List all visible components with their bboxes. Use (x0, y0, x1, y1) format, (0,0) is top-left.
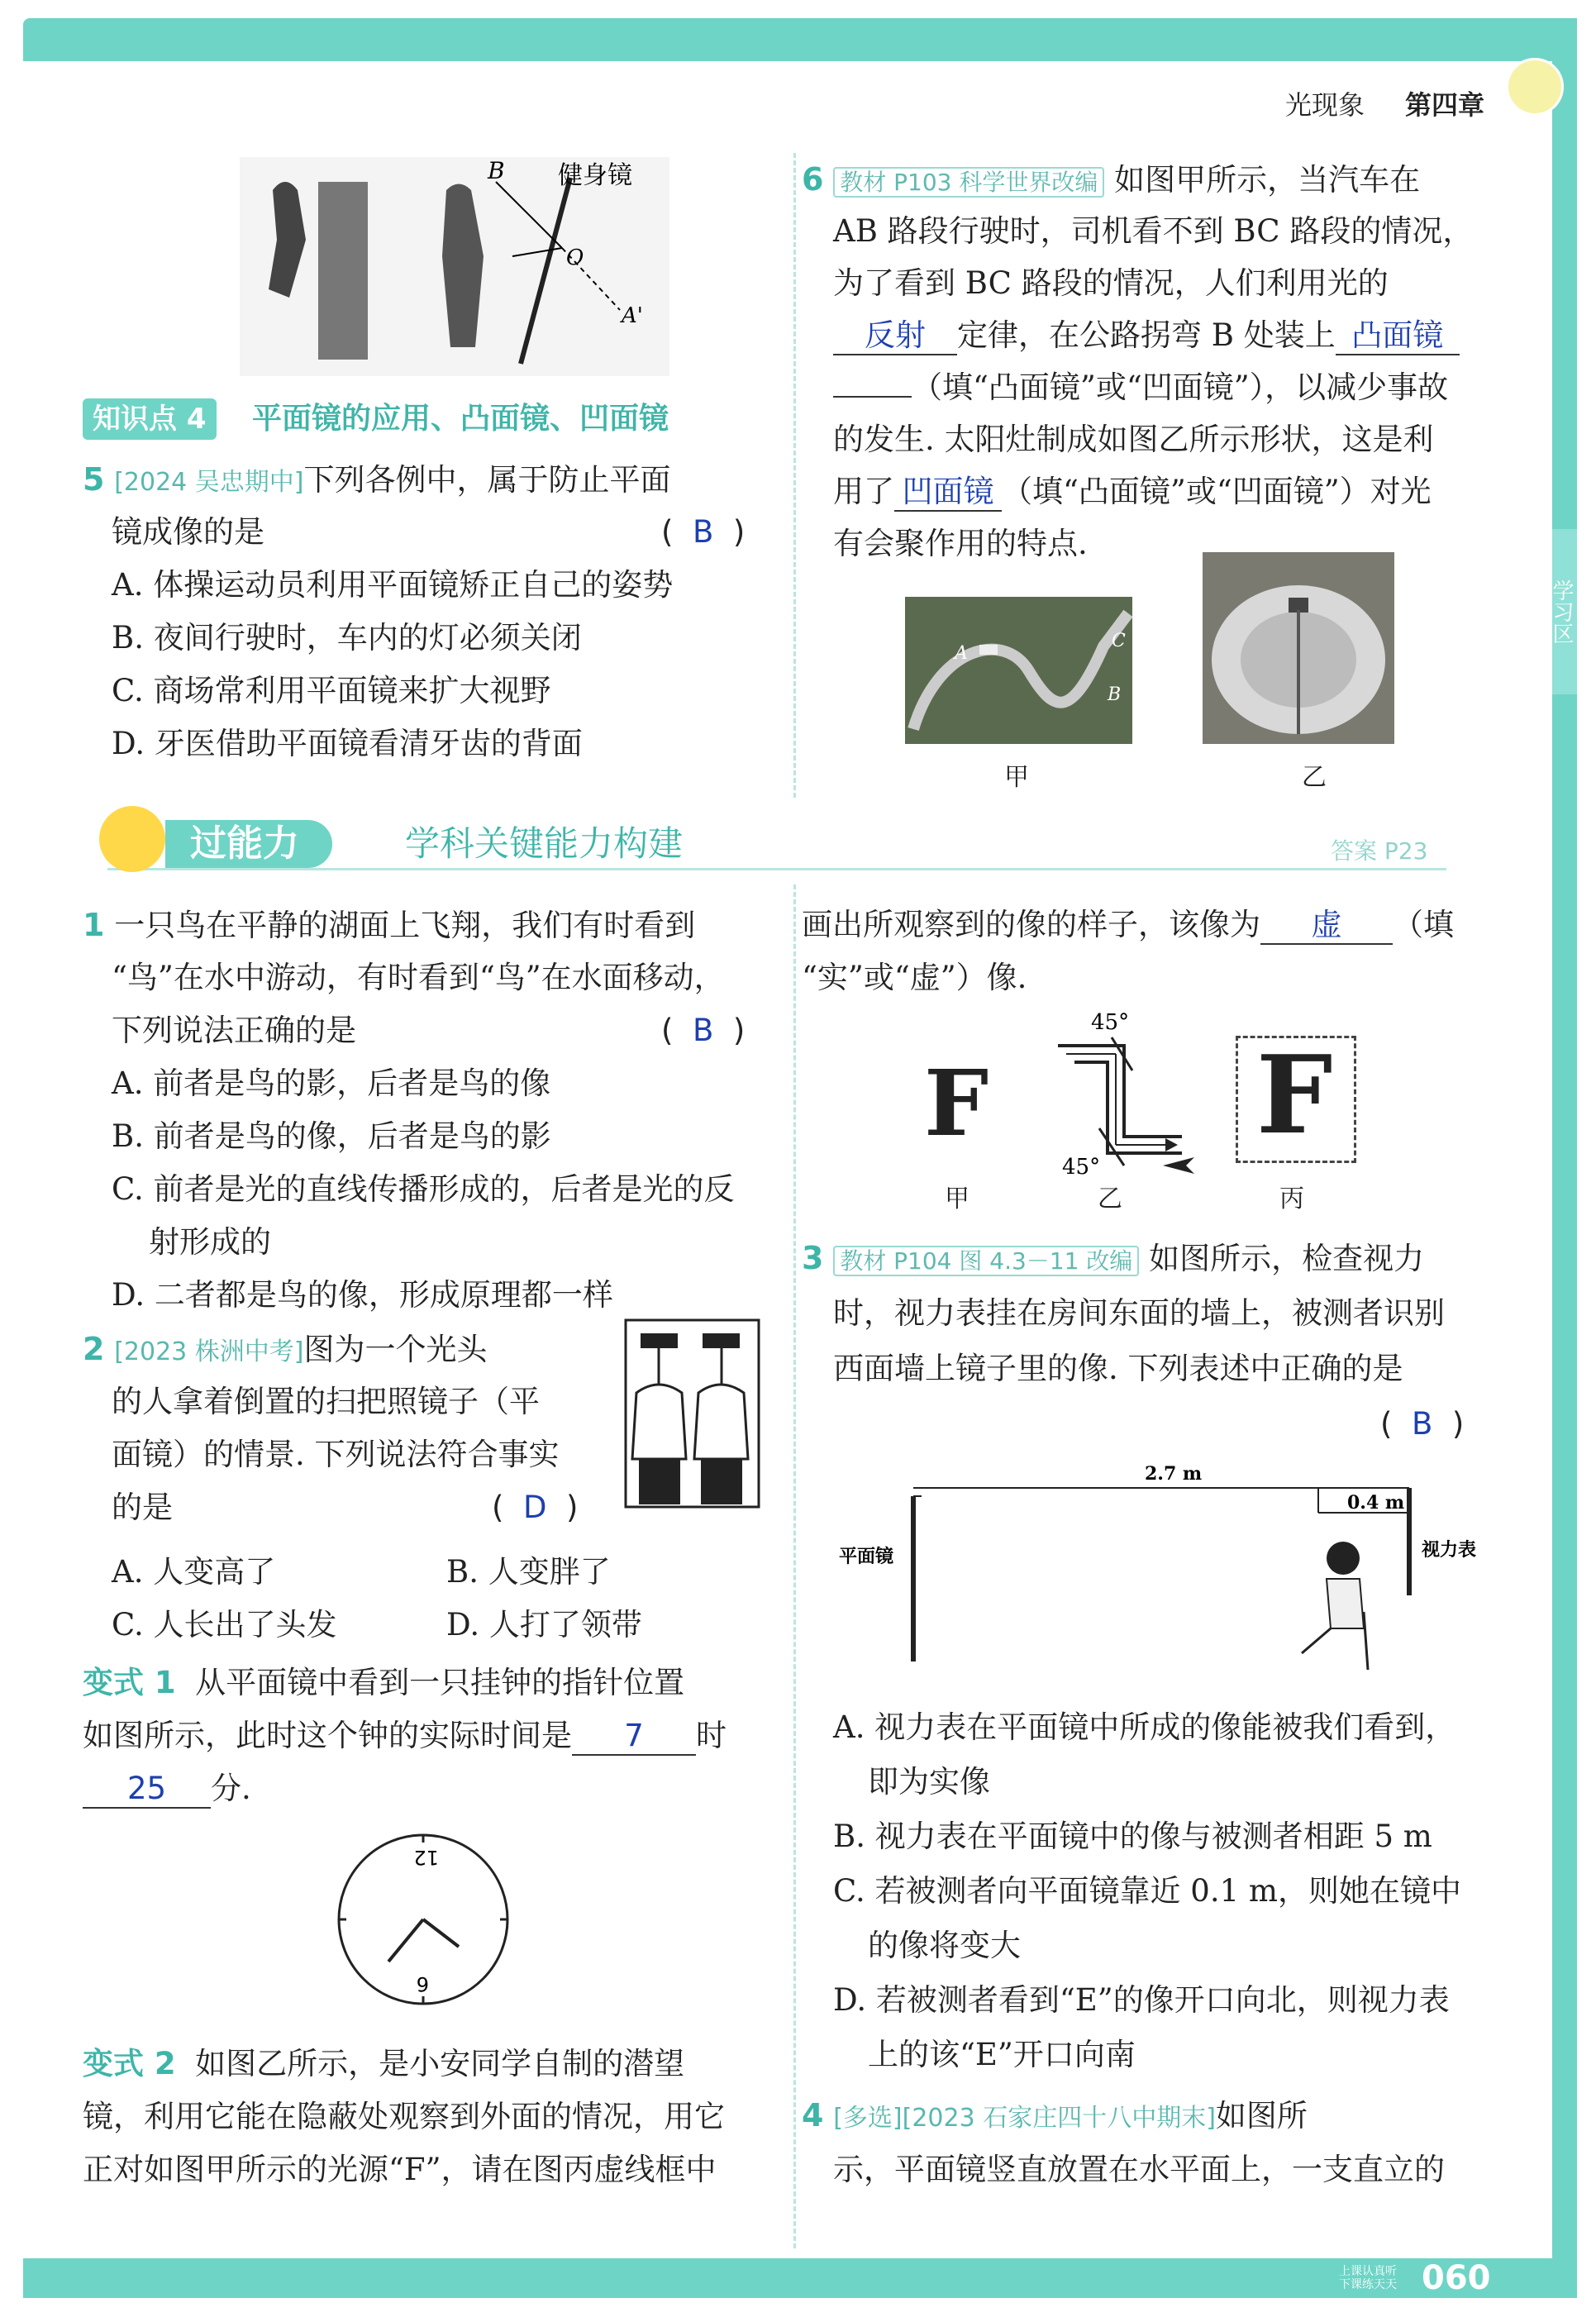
p1-option-c: C. 前者是光的直线传播形成的，后者是光的反 (112, 1171, 735, 1207)
v1-line2: 如图所示，此时这个钟的实际时间是 7 时 (83, 1709, 727, 1762)
eye-test-figure (831, 1463, 1492, 1695)
p1-option-d: D. 二者都是鸟的像，形成原理都一样 (112, 1277, 613, 1313)
p2-line4: 的是 (112, 1490, 173, 1525)
p3-line1: 3 教材 P104 图 4.3－11 改编 如图所示，检查视力 (802, 1240, 1425, 1276)
p3-option-a: A. 视力表在平面镜中所成的像能被我们看到， (833, 1709, 1456, 1745)
header-chapter: 第四章 (1405, 89, 1485, 121)
chart-label: 视力表 (1422, 1540, 1477, 1561)
p3-option-d: D. 若被测者看到“E”的像开口向北，则视力表 (833, 1982, 1450, 2018)
p3-option-a-cont: 即为实像 (868, 1764, 990, 1800)
mirror-panel (318, 182, 368, 360)
p2-answer-slot: ( D ) (492, 1490, 579, 1525)
p3-answer-slot: ( B ) (1380, 1406, 1465, 1442)
v2-line3: 正对如图甲所示的光源“F”，请在图丙虚线框中 (83, 2152, 717, 2187)
p1-line1: 1 一只鸟在平静的湖面上飞翔，我们有时看到 (83, 907, 696, 943)
p4-line1: 4 [多选][2023 石家庄四十八中期末]如图所 (802, 2097, 1308, 2133)
header-section: 光现象 (1285, 89, 1365, 121)
caption-jia-2: 甲 (945, 1185, 970, 1213)
p2-option-d: D. 人打了领带 (446, 1607, 642, 1642)
v2-right-line1: 画出所观察到的像的样子，该像为 虚 （填 (802, 899, 1454, 951)
broom-mirror-figure (624, 1318, 760, 1509)
section-subtitle: 学科关键能力构建 (405, 823, 684, 864)
angle-bottom: 45° (1062, 1155, 1101, 1178)
label-o: O (566, 246, 584, 270)
q5-option-a: A. 体操运动员利用平面镜矫正自己的姿势 (112, 567, 674, 603)
mirror-label: 平面镜 (839, 1547, 894, 1567)
q6-line6: 的发生. 太阳灶制成如图乙所示形状，这是利 (833, 422, 1434, 457)
angle-top: 45° (1091, 1013, 1130, 1035)
p1-option-a: A. 前者是鸟的影，后者是鸟的像 (112, 1066, 551, 1101)
caption-yi-2: 乙 (1098, 1185, 1122, 1213)
page-number: 060 (1422, 2259, 1491, 2297)
dist-label-27: 2.7 m (1145, 1463, 1203, 1485)
p2-line3: 面镜）的情景. 下列说法符合事实 (112, 1437, 560, 1472)
clock-minute-hand (423, 1919, 459, 1947)
answer-f-image: F (1256, 1032, 1333, 1158)
logo-badge (1506, 58, 1564, 116)
v2-line2: 镜，利用它能在隐蔽处观察到外面的情况，用它 (83, 2099, 725, 2134)
label-fitness-mirror: 健身镜 (558, 161, 632, 190)
road-photo (905, 597, 1132, 744)
p1-line2: “鸟”在水中游动，有时看到“鸟”在水面移动， (112, 960, 725, 995)
p1-option-b: B. 前者是鸟的像，后者是鸟的影 (112, 1118, 551, 1154)
q5-answer-slot: ( B ) (661, 514, 746, 550)
q5-line2: 镜成像的是 (112, 514, 264, 550)
kp4-badge: 知识点 4 (83, 398, 217, 440)
p4-line2: 示，平面镜竖直放置在水平面上，一支直立的 (833, 2152, 1445, 2187)
column-divider-top (793, 153, 796, 798)
p1-option-c-cont: 射形成的 (149, 1224, 271, 1260)
kp4-title: 平面镜的应用、凸面镜、凹面镜 (252, 402, 669, 436)
p2-option-b: B. 人变胖了 (446, 1554, 611, 1590)
p3-line3: 西面墙上镜子里的像. 下列表述中正确的是 (833, 1351, 1403, 1386)
top-border (23, 18, 1577, 61)
q6-line1: 6 教材 P103 科学世界改编 如图甲所示，当汽车在 (802, 161, 1421, 198)
caption-yi: 乙 (1302, 763, 1327, 792)
p2-line2: 的人拿着倒置的扫把照镜子（平 (112, 1384, 540, 1419)
v1-line1: 变式 1 从平面镜中看到一只挂钟的指针位置 (83, 1665, 685, 1700)
column-divider-bottom (793, 884, 796, 2248)
q6-line2: AB 路段行驶时，司机看不到 BC 路段的情况， (833, 213, 1474, 249)
road-label-b: B (1108, 684, 1122, 705)
p3-option-c-cont: 的像将变大 (868, 1928, 1021, 1963)
road-label-c: C (1112, 631, 1126, 651)
dist-label-04: 0.4 m (1347, 1492, 1405, 1514)
label-b: B (488, 157, 505, 184)
caption-jia: 甲 (1004, 763, 1029, 792)
p3-option-d-cont: 上的该“E”开口向南 (868, 2037, 1136, 2072)
clock-hour-hand (388, 1919, 423, 1962)
p1-line3: 下列说法正确的是 (112, 1013, 356, 1048)
solar-cooker-photo (1203, 552, 1394, 744)
p3-option-c: C. 若被测者向平面镜靠近 0.1 m，则她在镜中 (833, 1873, 1461, 1909)
v2-right-line2: “实”或“虚”）像. (802, 960, 1027, 995)
q5-option-b: B. 夜间行驶时，车内的灯必须关闭 (112, 620, 582, 656)
q6-line5: （填“凸面镜”或“凹面镜”），以减少事故 (833, 361, 1448, 414)
p3-line2: 时，视力表挂在房间东面的墙上，被测者识别 (833, 1295, 1445, 1331)
v1-line3: 25 分. (83, 1762, 251, 1815)
person-head (1327, 1542, 1360, 1575)
q6-line8: 有会聚作用的特点. (833, 526, 1088, 561)
q6-line4: 反射 定律，在公路拐弯 B 处装上 凸面镜 (833, 309, 1460, 362)
fitness-mirror-figure (240, 157, 669, 376)
clock-label-6: 6 (416, 1972, 429, 1995)
answer-reference: 答案 P23 (1331, 837, 1428, 865)
q5-option-d: D. 牙医借助平面镜看清牙齿的背面 (112, 726, 583, 761)
q5-line1: 5 [2024 吴忠期中]下列各例中，属于防止平面 (83, 461, 671, 498)
v2-line1: 变式 2 如图乙所示，是小安同学自制的潜望 (83, 2046, 685, 2081)
clock-label-12: 12 (413, 1846, 439, 1869)
label-a: A' (622, 303, 643, 328)
caption-bing: 丙 (1279, 1185, 1304, 1213)
p2-line1: 2 [2023 株洲中考]图为一个光头 (83, 1331, 488, 1367)
section-star-icon (99, 806, 165, 872)
p3-option-b: B. 视力表在平面镜中的像与被测者相距 5 m (833, 1819, 1432, 1854)
eye-icon (1161, 1153, 1203, 1178)
p1-answer-slot: ( B ) (661, 1013, 746, 1048)
p2-option-c: C. 人长出了头发 (112, 1607, 337, 1642)
q5-option-c: C. 商场常利用平面镜来扩大视野 (112, 673, 551, 708)
source-f: F (924, 1050, 989, 1156)
q6-line3: 为了看到 BC 路段的情况，人们利用光的 (833, 265, 1389, 301)
right-border (1552, 18, 1577, 2291)
footer-slogan: 上课认真听 下课练天天 (1339, 2265, 1397, 2291)
mirrored-clock (335, 1831, 512, 2009)
section-title: 过能力 (165, 820, 332, 868)
road-label-a: A (955, 643, 968, 664)
p2-option-a: A. 人变高了 (112, 1554, 276, 1590)
side-tab: 学习区 (1552, 529, 1577, 694)
q6-line7: 用了 凹面镜 （填“凸面镜”或“凹面镜”）对光 (833, 465, 1432, 518)
